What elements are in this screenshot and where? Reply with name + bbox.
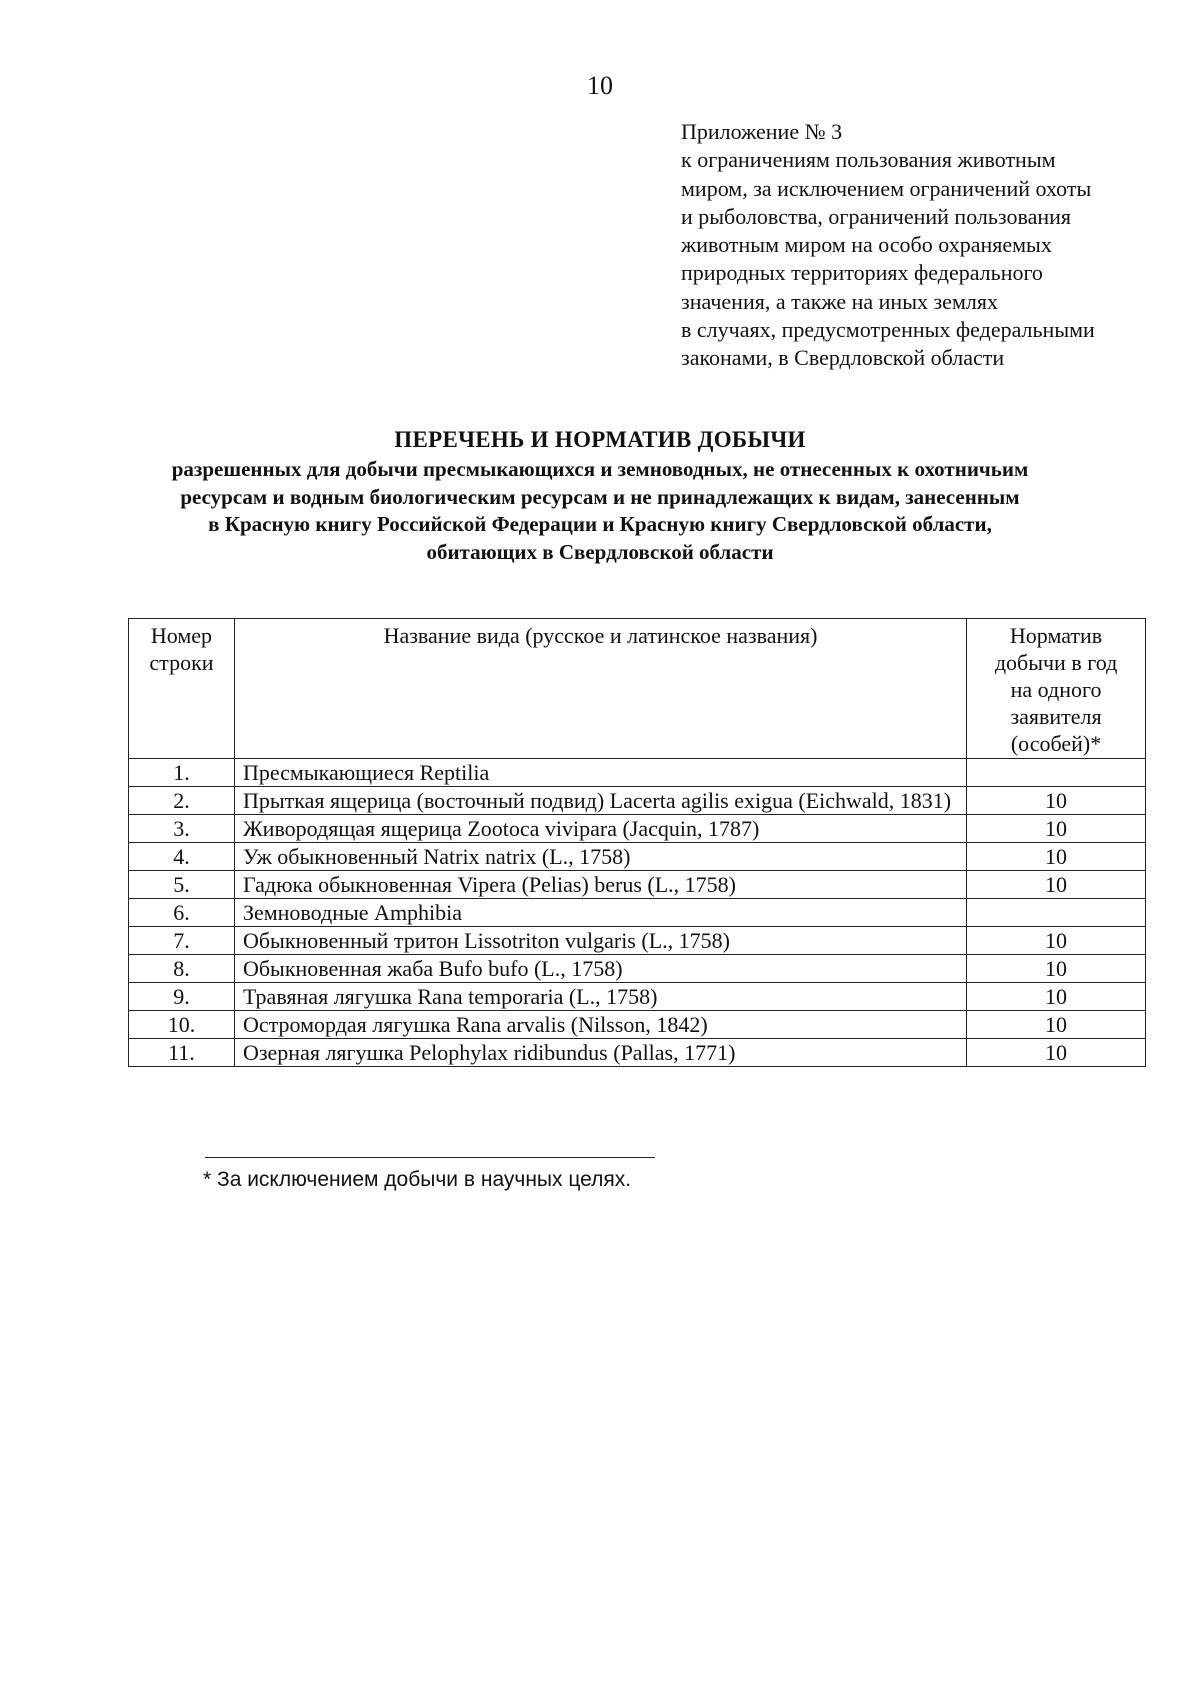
species-name: Прыткая ящерица (восточный подвид) Lacerta agilis exigua (Eichwald, 1831) xyxy=(234,787,966,815)
appendix-line: и рыболовства, ограничений пользования xyxy=(681,203,1072,229)
footnote: * За исключением добычи в научных целях. xyxy=(203,1168,632,1191)
document-heading xyxy=(80,424,1120,566)
table-row xyxy=(129,1011,1146,1039)
table-row xyxy=(129,1039,1146,1067)
row-number: 2. xyxy=(129,787,235,815)
row-number: 3. xyxy=(129,815,235,843)
row-number: 8. xyxy=(129,955,235,983)
norm-value: 10 xyxy=(967,815,1146,843)
species-name: Гадюка обыкновенная Vipera (Pelias) berus (L., 1758) xyxy=(234,871,966,899)
header-species-name xyxy=(234,619,966,759)
table-row xyxy=(129,787,1146,815)
appendix-line: Приложение № 3 xyxy=(681,119,843,144)
header-text: (особей)* xyxy=(1010,731,1102,756)
norm-value: 10 xyxy=(967,983,1146,1011)
header-norm xyxy=(967,619,1146,759)
row-number: 11. xyxy=(129,1039,235,1067)
table-row xyxy=(129,843,1146,871)
document-subtitle-line: в Красную книгу Российской Федерации и Красную книгу Свердловской области, xyxy=(208,512,992,536)
table-row xyxy=(129,983,1146,1011)
header-text: заявителя xyxy=(1010,704,1102,729)
table-row xyxy=(129,899,1146,927)
document-subtitle-line: обитающих в Свердловской области xyxy=(426,539,774,564)
norm-value: 10 xyxy=(967,1011,1146,1039)
row-number: 7. xyxy=(129,927,235,955)
header-text: строки xyxy=(149,650,214,675)
row-number: 4. xyxy=(129,843,235,871)
document-subtitle-line: разрешенных для добычи пресмыкающихся и земноводных, не отнесенных к охотничьим xyxy=(171,457,1029,481)
appendix-line: значения, а также на иных землях xyxy=(681,288,998,314)
row-number: 1. xyxy=(129,759,235,787)
appendix-line: животным миром на особо охраняемых xyxy=(681,232,1052,258)
table-row xyxy=(129,759,1146,787)
species-table xyxy=(128,618,1146,1067)
document-title: ПЕРЕЧЕНЬ И НОРМАТИВ ДОБЫЧИ xyxy=(394,427,806,452)
appendix-line: к ограничениям пользования животным xyxy=(681,147,1056,173)
appendix-line: природных территориях федерального xyxy=(681,260,1043,286)
document-subtitle-line: ресурсам и водным биологическим ресурсам и не принадлежащих к видам, занесенным xyxy=(180,484,1020,509)
species-name: Уж обыкновенный Natrix natrix (L., 1758) xyxy=(234,843,966,871)
species-name: Озерная лягушка Pelophylax ridibundus (Pallas, 1771) xyxy=(234,1039,966,1067)
species-name: Пресмыкающиеся Reptilia xyxy=(234,759,966,787)
norm-value: 10 xyxy=(967,843,1146,871)
species-name: Остромордая лягушка Rana arvalis (Nilsson, 1842) xyxy=(234,1011,966,1039)
norm-value: 10 xyxy=(967,871,1146,899)
header-row-number xyxy=(129,619,235,759)
header-text: Норматив xyxy=(1009,623,1103,648)
appendix-line: миром, за исключением ограничений охоты xyxy=(681,175,1092,201)
norm-value xyxy=(967,759,1146,787)
species-name: Живородящая ящерица Zootoca vivipara (Jacquin, 1787) xyxy=(234,815,966,843)
page-number: 10 xyxy=(587,71,613,100)
header-text: Номер xyxy=(150,623,213,648)
header-text: добычи в год xyxy=(994,650,1118,675)
table-row xyxy=(129,871,1146,899)
appendix-line: законами, в Свердловской области xyxy=(681,345,1005,371)
header-text: на одного xyxy=(1010,677,1102,702)
table-row xyxy=(129,927,1146,955)
norm-value xyxy=(967,899,1146,927)
norm-value: 10 xyxy=(967,1039,1146,1067)
table-header-row xyxy=(129,619,1146,759)
species-name: Обыкновенная жаба Bufo bufo (L., 1758) xyxy=(234,955,966,983)
species-name: Травяная лягушка Rana temporaria (L., 1758) xyxy=(234,983,966,1011)
row-number: 10. xyxy=(129,1011,235,1039)
row-number: 5. xyxy=(129,871,235,899)
species-name: Обыкновенный тритон Lissotriton vulgaris (L., 1758) xyxy=(234,927,966,955)
norm-value: 10 xyxy=(967,927,1146,955)
row-number: 6. xyxy=(129,899,235,927)
norm-value: 10 xyxy=(967,955,1146,983)
species-name: Земноводные Amphibia xyxy=(234,899,966,927)
row-number: 9. xyxy=(129,983,235,1011)
norm-value: 10 xyxy=(967,787,1146,815)
footnote-divider xyxy=(205,1157,655,1158)
table-row xyxy=(129,815,1146,843)
header-text: Название вида (русское и латинское названия) xyxy=(383,623,818,648)
table-row xyxy=(129,955,1146,983)
appendix-reference xyxy=(681,118,1181,373)
appendix-line: в случаях, предусмотренных федеральными xyxy=(681,317,1095,343)
